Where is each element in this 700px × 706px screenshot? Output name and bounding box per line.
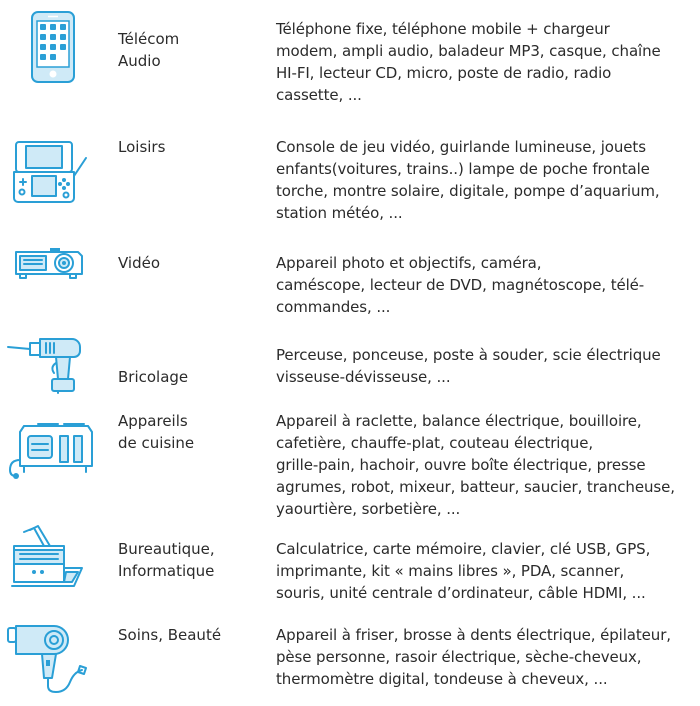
category-description <box>276 252 696 318</box>
description-line: commandes, ... <box>276 298 391 316</box>
category-description <box>276 18 696 106</box>
category-label <box>118 28 258 72</box>
description-line: Console de jeu vidéo, guirlande lumineuse, jouets <box>276 138 646 156</box>
description-line: Appareil photo et objectifs, caméra, <box>276 254 542 272</box>
category-description <box>276 538 696 604</box>
description-line: Calculatrice, carte mémoire, clavier, clé USB, GPS, <box>276 540 651 558</box>
category-label <box>118 624 258 646</box>
category-label-line: Informatique <box>118 562 215 580</box>
description-line: modem, ampli audio, baladeur MP3, casque, chaîne <box>276 42 661 60</box>
category-label <box>118 538 258 582</box>
category-description <box>276 410 696 520</box>
description-line: torche, montre solaire, digitale, pompe d’aquarium, <box>276 182 660 200</box>
description-line: Téléphone fixe, téléphone mobile + chargeur <box>276 20 610 38</box>
printer-icon <box>4 524 90 594</box>
video-projector-icon <box>12 244 98 284</box>
category-label <box>118 410 258 454</box>
description-line: thermomètre digital, tondeuse à cheveux, ... <box>276 670 608 688</box>
category-description <box>276 136 696 224</box>
hair-dryer-icon <box>6 614 92 698</box>
description-line: HI-FI, lecteur CD, micro, poste de radio, radio <box>276 64 612 82</box>
toaster-icon <box>4 414 90 490</box>
category-label-line: Loisirs <box>118 138 166 156</box>
description-line: visseuse-dévisseuse, ... <box>276 368 451 386</box>
description-line: Appareil à raclette, balance électrique, bouilloire, <box>276 412 642 430</box>
description-line: imprimante, kit « mains libres », PDA, scanner, <box>276 562 625 580</box>
handheld-console-icon <box>10 138 96 208</box>
category-label-line: Bricolage <box>118 368 189 386</box>
description-line: souris, unité centrale d’ordinateur, câble HDMI, ... <box>276 584 646 602</box>
category-label-line: Appareils <box>118 412 188 430</box>
category-label-line: Audio <box>118 52 161 70</box>
description-line: caméscope, lecteur de DVD, magnétoscope, télé- <box>276 276 645 294</box>
description-line: yaourtière, sorbetière, ... <box>276 500 461 518</box>
category-label-line: Soins, Beauté <box>118 626 222 644</box>
power-drill-icon <box>6 333 92 395</box>
description-line: Appareil à friser, brosse à dents électrique, épilateur, <box>276 626 671 644</box>
category-label <box>118 136 258 158</box>
description-line: agrumes, robot, mixeur, batteur, saucier, trancheuse, <box>276 478 675 496</box>
category-label <box>118 252 258 274</box>
description-line: grille-pain, hachoir, ouvre boîte électrique, presse <box>276 456 646 474</box>
category-label-line: Bureautique, <box>118 540 215 558</box>
category-label-line: Télécom <box>118 30 180 48</box>
description-line: cafetière, chauffe-plat, couteau électrique, <box>276 434 594 452</box>
category-label-line: Vidéo <box>118 254 161 272</box>
description-line: station météo, ... <box>276 204 403 222</box>
category-description <box>276 344 696 388</box>
category-label <box>118 366 258 388</box>
category-description <box>276 624 696 690</box>
smartphone-icon <box>30 10 116 84</box>
description-line: Perceuse, ponceuse, poste à souder, scie électrique <box>276 346 661 364</box>
description-line: pèse personne, rasoir électrique, sèche-cheveux, <box>276 648 642 666</box>
description-line: enfants(voitures, trains..) lampe de poche frontale <box>276 160 650 178</box>
description-line: cassette, ... <box>276 86 362 104</box>
category-label-line: de cuisine <box>118 434 195 452</box>
